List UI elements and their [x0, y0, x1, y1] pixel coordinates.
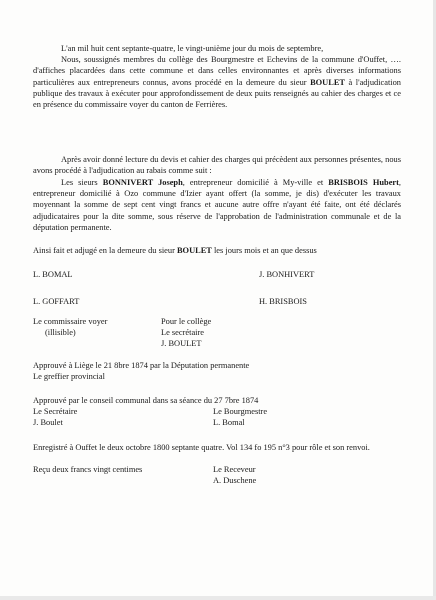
signature-brisbois: H. BRISBOIS	[259, 297, 307, 306]
reading-paragraph: Après avoir donné lecture du devis et cahier des charges qui précèdent aux personnes présentes, nous avons procédé à l'adjudication au rabais comme suit :	[33, 155, 401, 176]
signature-bomal: L. BOMAL	[33, 270, 73, 279]
boulet-name-closing: BOULET	[176, 246, 212, 255]
council-secretaire: Le Secrétaire J. Boulet	[33, 407, 78, 428]
signature-bonhivert: J. BONHIVERT	[259, 270, 315, 279]
commissaire-block: Le commissaire voyer (illisible)	[33, 317, 108, 338]
page-edge-shadow-bottom	[0, 596, 436, 600]
approval-liege: Approuvé à Liège le 21 8bre 1874 par la Députation permanente Le greffier provincial	[33, 361, 250, 382]
boulet-name: BOULET	[310, 77, 345, 87]
date-line: L'an mil huit cent septante-quatre, le vingt-unième jour du mois de septembre,	[61, 44, 324, 53]
brisbois-name: BRISBOIS Hubert	[328, 178, 399, 187]
registration-recu: Reçu deux francs vingt centimes	[33, 465, 143, 474]
opening-paragraph	[33, 43, 401, 110]
adjudication-paragraph: Les sieurs BONNIVERT Joseph, entrepreneur domicilié à My-ville et BRISBOIS Hubert, entrepreneur domicilié à Ozo commune d'Izier ayant offert (la somme, je dis) d'exécuter les travaux moyennant la somme de sept cent vingt francs et aucune autre offre n'ayant été faite, ont été déclarés adjudicataires pour la dite somme, sous réserve de l'approbation de l'administration communale et de la députation permanente.	[33, 178, 402, 232]
approval-council: Approuvé par le conseil communal dans sa séance du 27 7bre 1874	[33, 396, 259, 405]
signature-goffart: L. GOFFART	[33, 297, 80, 306]
bonnivert-name: BONNIVERT Joseph	[102, 178, 183, 187]
college-block: Pour le collège Le secrétaire J. BOULET	[161, 317, 212, 349]
opening-body: Nous, soussignés membres du collège des Bourgmestre et Echevins de la commune d'Ouffet, …. d'affiches placardées dans cette commune et dans celles environnantes et après diverses informations particulières aux entrepreneurs connus, avons procédé en la demeure du sieur BOULET à l'adjudication publique des travaux à exécuter pour approfondissement de deux puits renseignés au cahier des charges et ce en présence du commissaire voyer du canton de Ferrières.	[33, 55, 401, 110]
receveur-block: Le Receveur A. Duschene	[213, 465, 257, 486]
closing-paragraph: Ainsi fait et adjugé en la demeure du sieur BOULET les jours mois et an que dessus	[33, 246, 317, 255]
council-bourgmestre: Le Bourgmestre L. Bomal	[213, 407, 268, 428]
registration-block: Enregistré à Ouffet le deux octobre 1800 septante quatre. Vol 134 fo 195 n°3 pour rôle et son renvoi.	[33, 443, 370, 452]
